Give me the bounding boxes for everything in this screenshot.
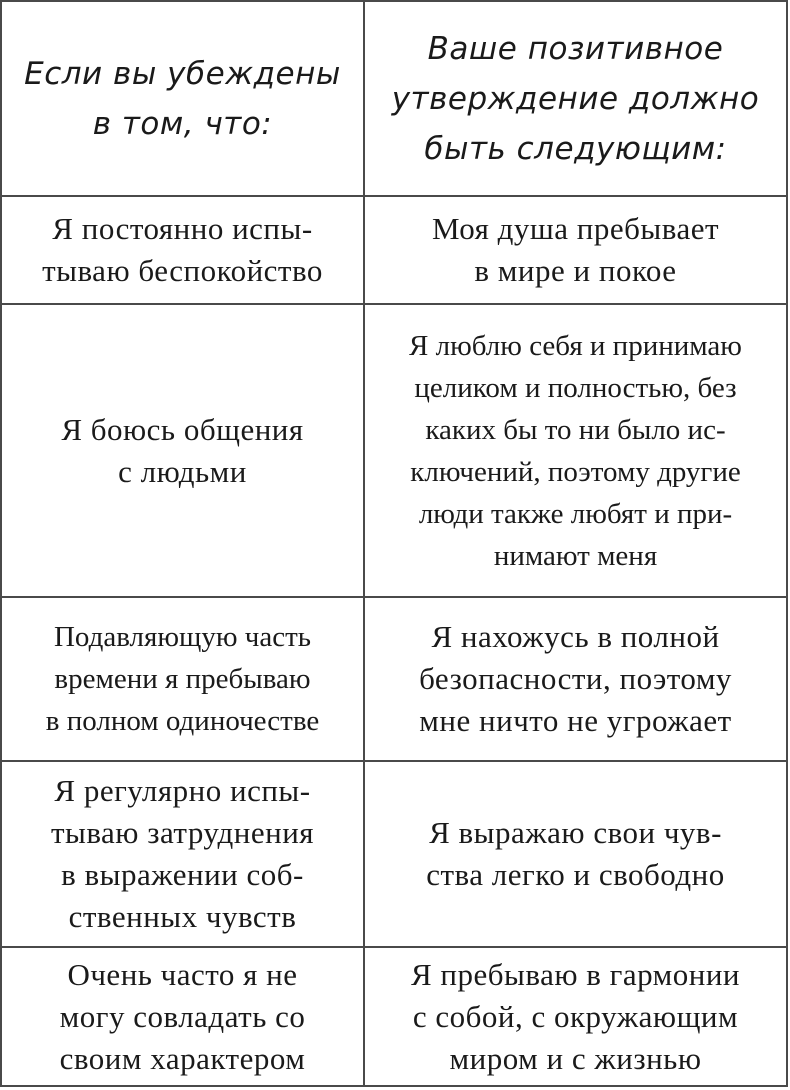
- affirmation-cell-4: Я выражаю свои чув- ства легко и свободно: [365, 762, 786, 948]
- belief-cell-3: Подавляющую часть времени я пребываю в полном одиночестве: [2, 598, 365, 762]
- affirmation-cell-1: Моя душа пребывает в мире и покое: [365, 197, 786, 305]
- belief-cell-4: Я регулярно испы- тываю затруднения в выражении соб- ственных чувств: [2, 762, 365, 948]
- affirmation-cell-3: Я нахожусь в полной безопасности, поэтому мне ничто не угрожает: [365, 598, 786, 762]
- header-beliefs-text: Если вы убеждены в том, что:: [24, 55, 341, 142]
- affirmation-cell-2: Я люблю себя и принимаю целиком и полностью, без каких бы то ни было ис- ключений, поэтому другие люди также любят и при- нимают меня: [365, 305, 786, 598]
- belief-cell-5: Очень часто я не могу совладать со своим характером: [2, 948, 365, 1085]
- affirmation-cell-5: Я пребываю в гармонии с собой, с окружающим миром и с жизнью: [410, 956, 741, 1076]
- belief-cell-1: Я постоянно испы- тываю беспокойство: [2, 197, 365, 305]
- header-affirmations-text: Ваше позитивное утверждение должно быть следующим:: [391, 30, 760, 167]
- header-affirmations: [365, 2, 786, 197]
- header-beliefs: [2, 2, 365, 197]
- belief-cell-2: Я боюсь общения с людьми: [2, 305, 365, 598]
